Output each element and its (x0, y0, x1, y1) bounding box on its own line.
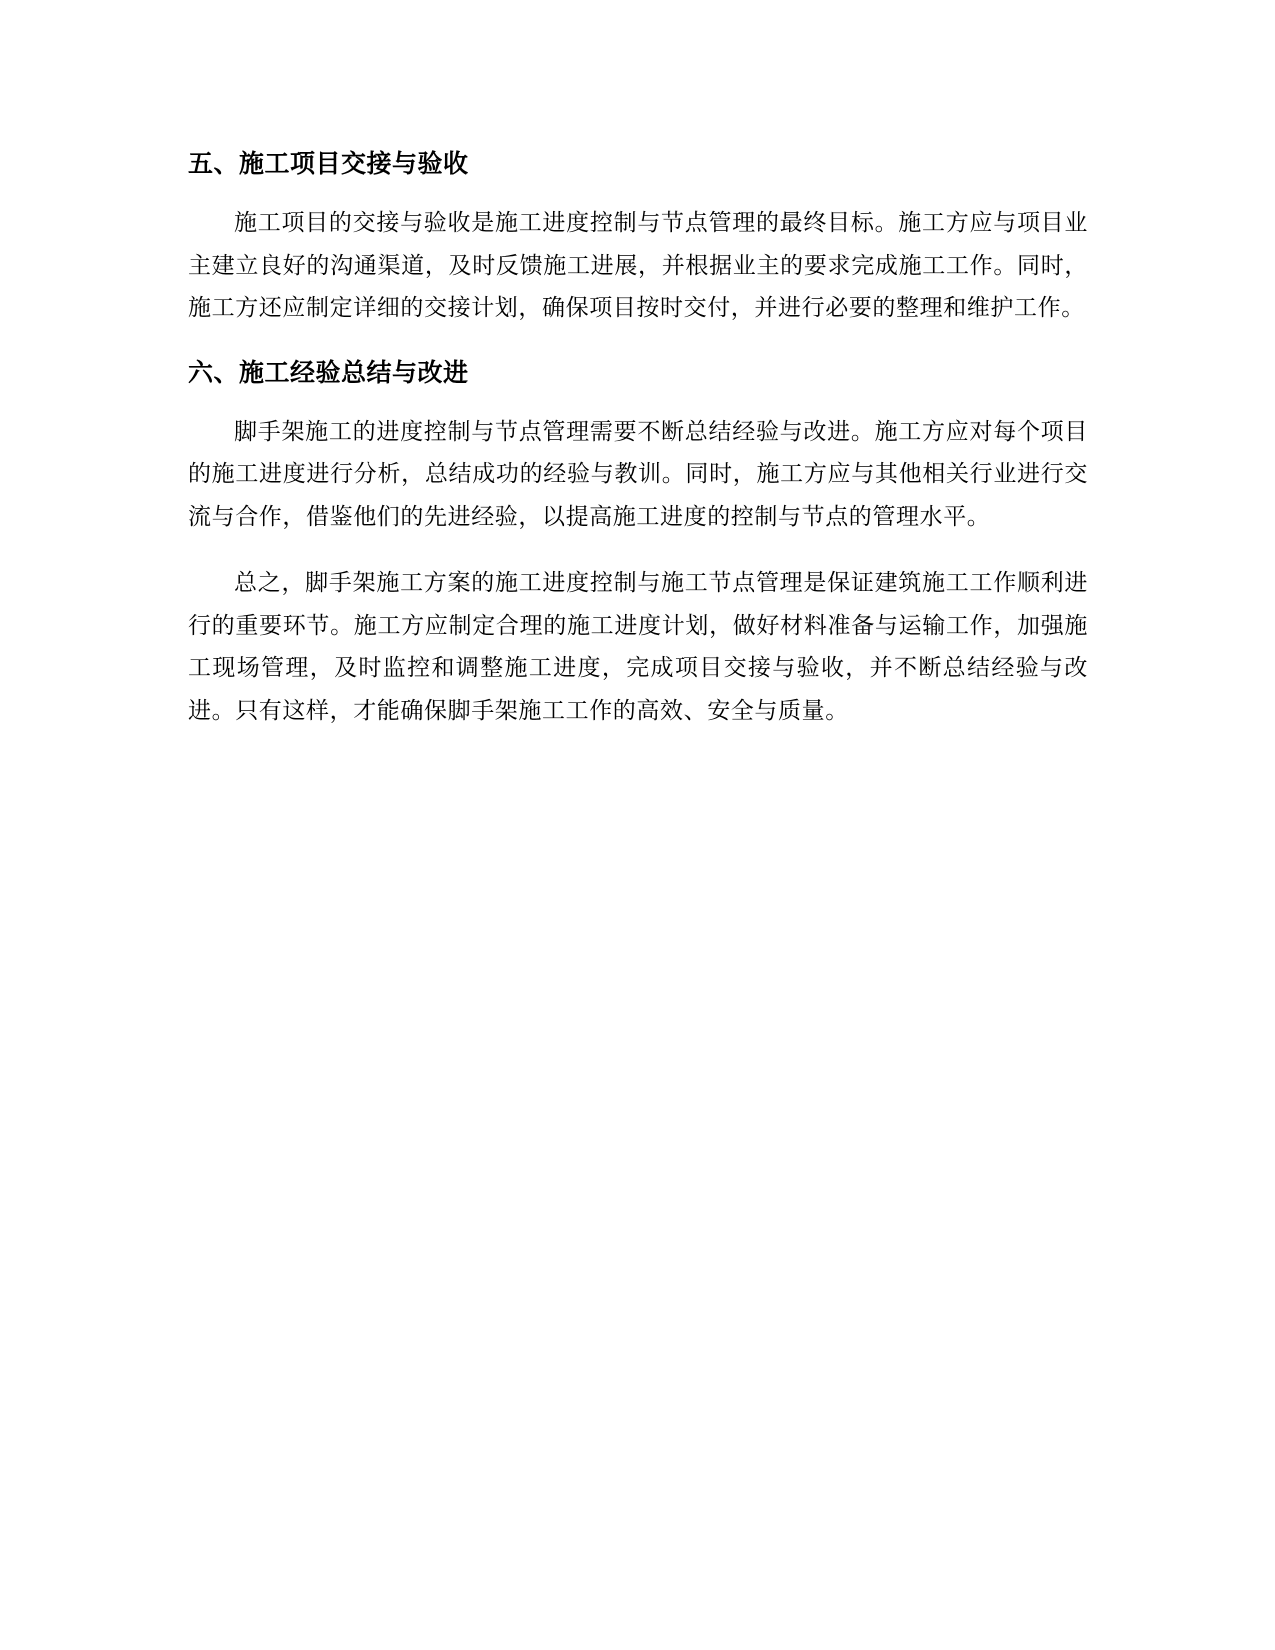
paragraph-experience: 脚手架施工的进度控制与节点管理需要不断总结经验与改进。施工方应对每个项目的施工进度进行分析，总结成功的经验与教训。同时，施工方应与其他相关行业进行交流与合作，借鉴他们的先进经验，以提高施工进度的控制与节点的管理水平。 (188, 418, 1088, 530)
spacer (188, 330, 1088, 355)
section-heading-summary: 六、施工经验总结与改进 (188, 357, 469, 387)
spacer (188, 538, 1088, 562)
section-heading-handover: 五、施工项目交接与验收 (188, 149, 469, 178)
paragraph-handover: 施工项目的交接与验收是施工进度控制与节点管理的最终目标。施工方应与项目业主建立良好的沟通渠道，及时反馈施工进展，并根据业主的要求完成施工工作。同时，施工方还应制定详细的交接计划，确保项目按时交付，并进行必要的整理和维护工作。 (188, 210, 1088, 321)
paragraph-conclusion: 总之，脚手架施工方案的施工进度控制与施工节点管理是保证建筑施工工作顺利进行的重要环节。施工方应制定合理的施工进度计划，做好材料准备与运输工作，加强施工现场管理，及时监控和调整施工进度，完成项目交接与验收，并不断总结经验与改进。只有这样，才能确保脚手架施工工作的高效、安全与质量。 (188, 570, 1088, 724)
document-page (188, 146, 1088, 732)
